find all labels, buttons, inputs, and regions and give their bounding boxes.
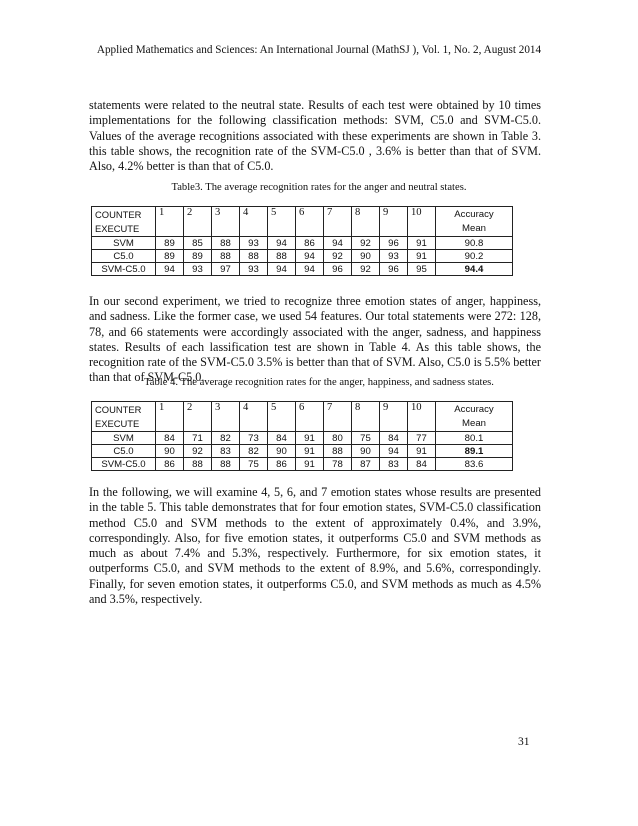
table4-header-label [92,402,156,432]
table-cell: 75 [352,432,380,445]
table-cell: 88 [184,458,212,471]
table-cell: 96 [324,263,352,276]
table-row [92,263,513,276]
table3-col-header: 9 [380,207,408,237]
table3 [91,206,513,276]
table-cell: 77 [408,432,436,445]
table-cell: 96 [380,237,408,250]
table3-col-header: 7 [324,207,352,237]
table-row [92,445,513,458]
table3-header-row [92,207,513,237]
table-cell: 93 [184,263,212,276]
table4-col-header: 1 [156,402,184,432]
table-cell: 84 [268,432,296,445]
table-cell: 71 [184,432,212,445]
table-cell: 91 [296,432,324,445]
table-cell: 94 [296,263,324,276]
table-cell: 75 [240,458,268,471]
table4-col-header: 2 [184,402,212,432]
table-cell: 88 [212,237,240,250]
table-cell: 88 [268,250,296,263]
accuracy-mean-cell-best: 89.1 [436,445,513,458]
table3-col-header: 4 [240,207,268,237]
table-cell: 78 [324,458,352,471]
table-cell: 83 [212,445,240,458]
table4-header-label-line1: COUNTER [95,404,142,415]
paragraph-1: statements were related to the neutral state. Results of each test were obtained by 10 times implementations for the following classification methods: SVM, C5.0 and SVM-C5.0. Values of the average recognitions associated with these experiments are shown in Table 3. this table shows, the recognition rate of the SVM-C5.0 , 3.6% is better than that of SVM. Also, 4.2% better is than that of C5.0. [89,98,541,174]
table4-col-header: 8 [352,402,380,432]
table-row [92,237,513,250]
table-cell: 94 [268,237,296,250]
table-cell: 88 [240,250,268,263]
table3-header-label-line1: COUNTER [95,209,142,220]
table-cell: 86 [296,237,324,250]
table-row [92,458,513,471]
table-cell: 87 [352,458,380,471]
table3-col-header: 6 [296,207,324,237]
table-cell: 93 [380,250,408,263]
table-cell: 86 [156,458,184,471]
table-row [92,250,513,263]
table-cell: 94 [296,250,324,263]
table3-accuracy-line1: Accuracy [454,208,494,220]
table-cell: 89 [184,250,212,263]
paragraph-2: In our second experiment, we tried to recognize three emotion states of anger, happiness, and sadness. Like the former case, we used 54 features. Our total statements were 272: 128, 78, and 66 statements were accordingly associated with the anger, sadness, and happiness states. Results of each lassification test are shown in Table 4. As this table shows, the recognition rate of the SVM-C5.0 3.5% is better than that of SVM. Also, C5.0 is 5.5% better than that of SVM-C5.0. [89,294,541,385]
table-cell: 84 [408,458,436,471]
table4-accuracy-header [436,402,513,432]
table-cell: 92 [352,237,380,250]
table3-accuracy-header [436,207,513,237]
table4-col-header: 3 [212,402,240,432]
table-cell: 93 [240,263,268,276]
table-cell: 94 [380,445,408,458]
table-cell: 95 [408,263,436,276]
accuracy-mean-cell: 83.6 [436,458,513,471]
table-cell: 82 [240,445,268,458]
table-cell: 89 [156,250,184,263]
table-cell: 84 [156,432,184,445]
table-cell: 96 [380,263,408,276]
table-cell: 94 [268,263,296,276]
table3-col-header: 1 [156,207,184,237]
table4-caption: Table 4. The average recognition rates for the anger, happiness, and sadness states. [144,377,494,388]
table-cell: 97 [212,263,240,276]
table-cell: 93 [240,237,268,250]
table4-col-header: 7 [324,402,352,432]
table-cell: 73 [240,432,268,445]
row-label: C5.0 [92,250,156,263]
table-cell: 91 [408,445,436,458]
table4-col-header: 4 [240,402,268,432]
table-cell: 88 [212,250,240,263]
table-cell: 92 [324,250,352,263]
row-label: SVM [92,432,156,445]
table-cell: 92 [352,263,380,276]
table3-col-header: 5 [268,207,296,237]
table-cell: 86 [268,458,296,471]
table3-header-label [92,207,156,237]
table-cell: 88 [212,458,240,471]
table-cell: 90 [156,445,184,458]
table3-col-header: 8 [352,207,380,237]
table-cell: 91 [408,237,436,250]
table-cell: 84 [380,432,408,445]
table3-col-header: 2 [184,207,212,237]
paragraph-3: In the following, we will examine 4, 5, 6, and 7 emotion states whose results are presented in the table 5. This table demonstrates that for four emotion states, SVM-C5.0 classification method C5.0 and SVM methods to the extent of approximately 0.4%, and 3.9%, correspondingly. Also, for five emotion states, it outperforms C5.0 and SVM methods as much as about 7.4% and 5.3%, respectively. Furthermore, for six emotion states, it outperforms C5.0, and SVM methods to the extent of 8.9%, and 5.6%, correspondingly. Finally, for seven emotion states, it outperforms C5.0, and SVM methods as much as 4.5% and 3.5%, respectively. [89,485,541,607]
row-label: SVM [92,237,156,250]
table4-header-label-line2: EXECUTE [95,418,140,429]
table-cell: 91 [296,445,324,458]
table-cell: 89 [156,237,184,250]
table-cell: 88 [324,445,352,458]
accuracy-mean-cell: 80.1 [436,432,513,445]
table-cell: 90 [268,445,296,458]
table-cell: 91 [296,458,324,471]
row-label: SVM-C5.0 [92,263,156,276]
accuracy-mean-cell: 90.8 [436,237,513,250]
row-label: SVM-C5.0 [92,458,156,471]
table4-col-header: 9 [380,402,408,432]
table-row [92,432,513,445]
table-cell: 85 [184,237,212,250]
table-cell: 94 [156,263,184,276]
table3-col-header: 10 [408,207,436,237]
table3-col-header: 3 [212,207,240,237]
table-cell: 83 [380,458,408,471]
table-cell: 92 [184,445,212,458]
table4-col-header: 6 [296,402,324,432]
table4-accuracy-line2: Mean [462,417,486,429]
table-cell: 90 [352,250,380,263]
running-header: Applied Mathematics and Sciences: An International Journal (MathSJ ), Vol. 1, No. 2, August 2014 [96,44,542,56]
table3-caption: Table3. The average recognition rates for the anger and neutral states. [171,182,467,193]
table4-header-row [92,402,513,432]
page-number: 31 [518,736,530,748]
table-cell: 80 [324,432,352,445]
table4-col-header: 10 [408,402,436,432]
table-cell: 82 [212,432,240,445]
table3-accuracy-line2: Mean [462,222,486,234]
table4-col-header: 5 [268,402,296,432]
table4-accuracy-line1: Accuracy [454,403,494,415]
table-cell: 90 [352,445,380,458]
table-cell: 94 [324,237,352,250]
accuracy-mean-cell: 90.2 [436,250,513,263]
table-cell: 91 [408,250,436,263]
table4 [91,401,513,471]
row-label: C5.0 [92,445,156,458]
table3-header-label-line2: EXECUTE [95,223,140,234]
accuracy-mean-cell-best: 94.4 [436,263,513,276]
